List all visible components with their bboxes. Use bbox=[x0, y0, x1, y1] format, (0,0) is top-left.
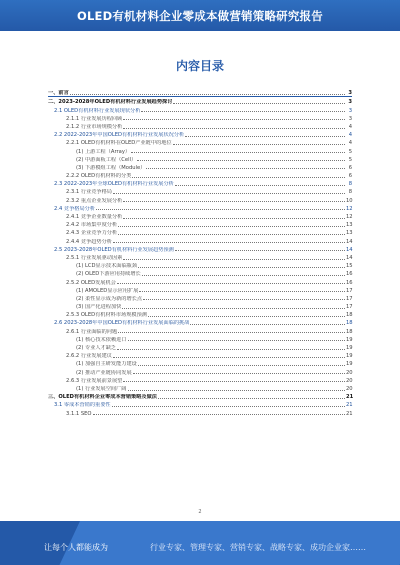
toc-dot-leader bbox=[138, 267, 345, 268]
toc-entry-text: 2.1.1 行业发展历程回顾 bbox=[66, 115, 123, 122]
toc-entry-text: (2) 中游面板工程（Cell） bbox=[76, 156, 137, 163]
toc-entry-text: (1) AMOLED显示应用扩展 bbox=[76, 287, 139, 294]
toc-entry[interactable] bbox=[48, 376, 352, 384]
toc-entry-page: 20 bbox=[346, 385, 353, 392]
toc-entry-text: 2.4.2 市场集中度分析 bbox=[66, 222, 118, 229]
toc-entry-text: (3) 国产化进程加快 bbox=[76, 304, 122, 311]
toc-entry[interactable] bbox=[48, 384, 352, 392]
toc-entry-page: 17 bbox=[346, 287, 353, 294]
toc-entry-page: 18 bbox=[346, 328, 353, 335]
toc-entry-text: 2.4.4 竞争趋势分析 bbox=[66, 238, 112, 245]
toc-entry-page: 8 bbox=[348, 189, 352, 196]
toc-entry[interactable] bbox=[48, 204, 352, 212]
toc-dot-leader bbox=[175, 185, 345, 186]
toc-dot-leader bbox=[185, 136, 345, 137]
toc-entry[interactable] bbox=[48, 105, 352, 113]
toc-entry[interactable] bbox=[48, 400, 352, 408]
toc-entry[interactable] bbox=[48, 359, 352, 367]
toc-entry-text: (1) LCD显示技术面临瓶颈 bbox=[76, 263, 138, 270]
toc-dot-leader bbox=[139, 291, 345, 292]
toc-entry-page: 16 bbox=[346, 271, 353, 278]
toc-entry[interactable] bbox=[48, 343, 352, 351]
toc-entry-text: 2.2 2022-2023年中国OLED有机材料行业发展状况分析 bbox=[54, 132, 185, 139]
toc-entry-page: 21 bbox=[346, 410, 353, 417]
toc-dot-leader bbox=[173, 144, 345, 145]
toc-entry[interactable] bbox=[48, 97, 352, 105]
toc-entry-text: (1) 核心技术依赖进口 bbox=[76, 336, 127, 343]
toc-heading: 内容目录 bbox=[175, 59, 224, 73]
toc-entry-page: 14 bbox=[346, 254, 353, 261]
toc-entry-text: 2.3 2022-2023年全球OLED有机材料行业发展分析 bbox=[54, 181, 174, 188]
toc-entry[interactable] bbox=[48, 310, 352, 318]
toc-entry-page: 12 bbox=[346, 214, 353, 220]
toc-entry-page: 19 bbox=[346, 361, 353, 368]
toc-dot-leader bbox=[128, 340, 346, 341]
toc-dot-leader bbox=[158, 398, 345, 399]
toc-entry-text: (1) 上游工程（Array） bbox=[76, 148, 131, 155]
toc-dot-leader bbox=[123, 128, 345, 129]
toc-dot-leader bbox=[122, 308, 345, 309]
toc-entry[interactable] bbox=[48, 326, 352, 334]
toc-entry-page: 8 bbox=[348, 181, 352, 188]
toc-entry[interactable] bbox=[48, 236, 352, 244]
toc-dot-leader bbox=[113, 357, 345, 358]
toc-entry[interactable] bbox=[48, 220, 352, 228]
toc-dot-leader bbox=[123, 119, 345, 120]
toc-entry[interactable] bbox=[48, 294, 352, 302]
toc-entry-text: 二、2023-2028年OLED有机材料行业发展趋势探讨 bbox=[48, 99, 173, 106]
toc-entry-text: 3.1 零成本营销的重要性 bbox=[54, 402, 111, 409]
toc-entry-text: 2.3.2 重点企业发展分析 bbox=[66, 197, 123, 204]
toc-entry[interactable] bbox=[48, 138, 352, 146]
toc-entry-page: 14 bbox=[346, 246, 353, 253]
toc-entry[interactable] bbox=[48, 392, 352, 400]
toc-dot-leader bbox=[143, 299, 345, 300]
toc-entry-page: 21 bbox=[346, 402, 353, 409]
toc-entry-page: 3 bbox=[348, 99, 352, 106]
page-number: 2 bbox=[198, 509, 202, 515]
toc-entry-page: 19 bbox=[346, 345, 353, 351]
toc-entry[interactable] bbox=[48, 277, 352, 285]
toc-entry-page: 13 bbox=[346, 222, 353, 229]
toc-entry[interactable] bbox=[48, 253, 352, 261]
toc-entry[interactable] bbox=[48, 114, 352, 122]
toc-entry-text: 2.6.1 行业面临的问题 bbox=[66, 328, 118, 335]
footer-slogan-left: 让每个人都能成为 bbox=[44, 543, 108, 552]
toc-entry-page: 16 bbox=[346, 279, 353, 286]
toc-dot-leader bbox=[70, 94, 345, 95]
toc-dot-leader bbox=[123, 259, 345, 260]
toc-entry-page: 6 bbox=[348, 173, 352, 180]
toc-entry-page: 5 bbox=[348, 148, 352, 155]
toc-dot-leader bbox=[117, 349, 345, 350]
toc-entry[interactable] bbox=[48, 163, 352, 171]
toc-entry-text: (1) 加强自主研发能力建设 bbox=[76, 361, 137, 368]
toc-dot-leader bbox=[146, 168, 345, 169]
toc-entry[interactable] bbox=[48, 351, 352, 359]
toc-entry[interactable] bbox=[48, 130, 352, 138]
toc-entry-text: (2) 专业人才缺乏 bbox=[76, 345, 117, 351]
toc-entry[interactable] bbox=[48, 228, 352, 236]
toc-entry[interactable] bbox=[48, 335, 352, 343]
toc-dot-leader bbox=[118, 234, 345, 235]
toc-entry-text: 2.4 竞争格局分析 bbox=[54, 205, 96, 212]
toc-entry-text: 3.1.1 SEO bbox=[66, 410, 92, 417]
toc-entry-page: 3 bbox=[348, 107, 352, 114]
toc-dot-leader bbox=[132, 177, 345, 178]
report-title: OLED有机材料企业零成本做营销策略研究报告 bbox=[77, 9, 323, 23]
toc-entry-page: 20 bbox=[346, 369, 353, 376]
toc-entry[interactable] bbox=[48, 212, 352, 220]
toc-dot-leader bbox=[118, 226, 345, 227]
toc-entry-page: 19 bbox=[346, 336, 353, 343]
toc-dot-leader bbox=[117, 283, 345, 284]
toc-entry-page: 18 bbox=[346, 312, 353, 319]
toc-entry-text: 2.6.3 行业发展前景展望 bbox=[66, 377, 123, 384]
toc-entry-text: 2.6 2023-2028年中国OLED有机材料行业发展面临的挑战 bbox=[54, 320, 190, 327]
toc-entry-page: 20 bbox=[346, 377, 353, 384]
toc-entry-page: 10 bbox=[346, 197, 353, 204]
toc-dot-leader bbox=[138, 365, 345, 366]
toc-entry-text: 2.2.2 OLED有机材料的分类 bbox=[66, 173, 132, 180]
toc-entry-text: 2.4.3 企业竞争力分析 bbox=[66, 230, 118, 237]
toc-entry-page: 14 bbox=[346, 238, 353, 245]
toc-entry-text: (2) OLED下游应用持续增长 bbox=[76, 271, 141, 278]
toc-entry-page: 18 bbox=[346, 320, 353, 327]
toc-entry-page: 4 bbox=[348, 132, 352, 139]
toc-entry-text: 2.1.2 行业市场规模分析 bbox=[66, 123, 123, 130]
toc-entry[interactable] bbox=[48, 367, 352, 375]
toc-entry[interactable] bbox=[48, 171, 352, 179]
toc-entry-text: 2.6.2 行业发展建议 bbox=[66, 353, 112, 360]
toc-entry-text: (3) 下游模组工程（Module） bbox=[76, 164, 146, 171]
toc-dot-leader bbox=[113, 242, 345, 243]
toc-dot-leader bbox=[175, 250, 345, 251]
toc-dot-leader bbox=[141, 111, 345, 112]
toc-entry-page: 21 bbox=[346, 394, 354, 401]
report-header-bar bbox=[0, 0, 400, 31]
toc-entry-text: 2.5.1 行业发展驱动因素 bbox=[66, 254, 123, 261]
toc-entry-page: 17 bbox=[346, 295, 353, 302]
toc-entry-page: 17 bbox=[346, 304, 353, 311]
toc-entry-text: 2.3.1 行业竞争格局 bbox=[66, 189, 112, 196]
toc-entry-page: 3 bbox=[348, 115, 352, 122]
toc-dot-leader bbox=[123, 381, 345, 382]
toc-entry-page: 12 bbox=[346, 205, 353, 212]
toc-entry-page: 5 bbox=[348, 156, 352, 163]
toc-entry[interactable] bbox=[48, 187, 352, 195]
toc-entry-text: 三、OLED有机材料企业零成本营销策略及做法 bbox=[48, 394, 157, 401]
toc-entry-page: 19 bbox=[346, 353, 353, 360]
toc-entry-text: (2) 推动产业链协同发展 bbox=[76, 369, 132, 376]
toc-dot-leader bbox=[190, 324, 345, 325]
toc-entry-text: 2.5 2023-2028年OLED有机材料行业发展趋势预测 bbox=[54, 246, 174, 253]
toc-entry[interactable] bbox=[48, 179, 352, 187]
toc-entry-text: 一、前言 bbox=[48, 90, 69, 97]
toc-dot-leader bbox=[131, 152, 345, 153]
toc-entry-page: 4 bbox=[348, 140, 352, 147]
toc-dot-leader bbox=[113, 193, 345, 194]
toc-dot-leader bbox=[133, 373, 345, 374]
toc-dot-leader bbox=[96, 209, 345, 210]
toc-dot-leader bbox=[128, 390, 346, 391]
toc-entry-text: (1) 行业发展空间广阔 bbox=[76, 385, 127, 392]
toc-entry[interactable] bbox=[48, 286, 352, 294]
toc-entry-text: 2.5.2 OLED发展机会 bbox=[66, 279, 116, 286]
toc-entry-page: 3 bbox=[348, 90, 352, 97]
footer-slogan-right: 行业专家、管理专家、营销专家、战略专家、成功企业家…… bbox=[150, 543, 366, 552]
toc-entry[interactable] bbox=[48, 195, 352, 203]
footer-banner bbox=[0, 521, 400, 565]
toc-entry[interactable] bbox=[48, 408, 352, 416]
toc-entry-text: (2) 柔性显示成为新的增长点 bbox=[76, 295, 143, 302]
toc-entry[interactable] bbox=[48, 155, 352, 163]
toc-entry[interactable] bbox=[48, 245, 352, 253]
toc-entry[interactable] bbox=[48, 122, 352, 130]
toc-dot-leader bbox=[173, 103, 345, 104]
toc-entry[interactable] bbox=[48, 88, 352, 97]
toc-dot-leader bbox=[137, 160, 345, 161]
table-of-contents bbox=[48, 88, 352, 417]
toc-entry[interactable] bbox=[48, 302, 352, 310]
toc-entry-page: 4 bbox=[348, 123, 352, 130]
toc-entry-text: 2.4.1 竞争企业数量分析 bbox=[66, 214, 123, 220]
toc-dot-leader bbox=[118, 332, 345, 333]
toc-entry-text: 2.1 OLED有机材料行业发展现状分析 bbox=[54, 107, 141, 114]
toc-entry[interactable] bbox=[48, 261, 352, 269]
toc-entry-page: 6 bbox=[348, 164, 352, 171]
toc-dot-leader bbox=[148, 316, 345, 317]
toc-dot-leader bbox=[123, 218, 345, 219]
toc-dot-leader bbox=[93, 414, 345, 415]
toc-entry-text: 2.2.1 OLED有机材料在OLED产业链中的地位 bbox=[66, 140, 172, 147]
toc-entry[interactable] bbox=[48, 146, 352, 154]
toc-entry-page: 13 bbox=[346, 230, 353, 237]
toc-dot-leader bbox=[123, 201, 345, 202]
toc-entry[interactable] bbox=[48, 269, 352, 277]
toc-entry[interactable] bbox=[48, 318, 352, 326]
toc-dot-leader bbox=[142, 275, 345, 276]
toc-entry-page: 15 bbox=[346, 263, 353, 270]
toc-dot-leader bbox=[112, 406, 345, 407]
toc-entry-text: 2.5.3 OLED有机材料市场规模预测 bbox=[66, 312, 147, 319]
